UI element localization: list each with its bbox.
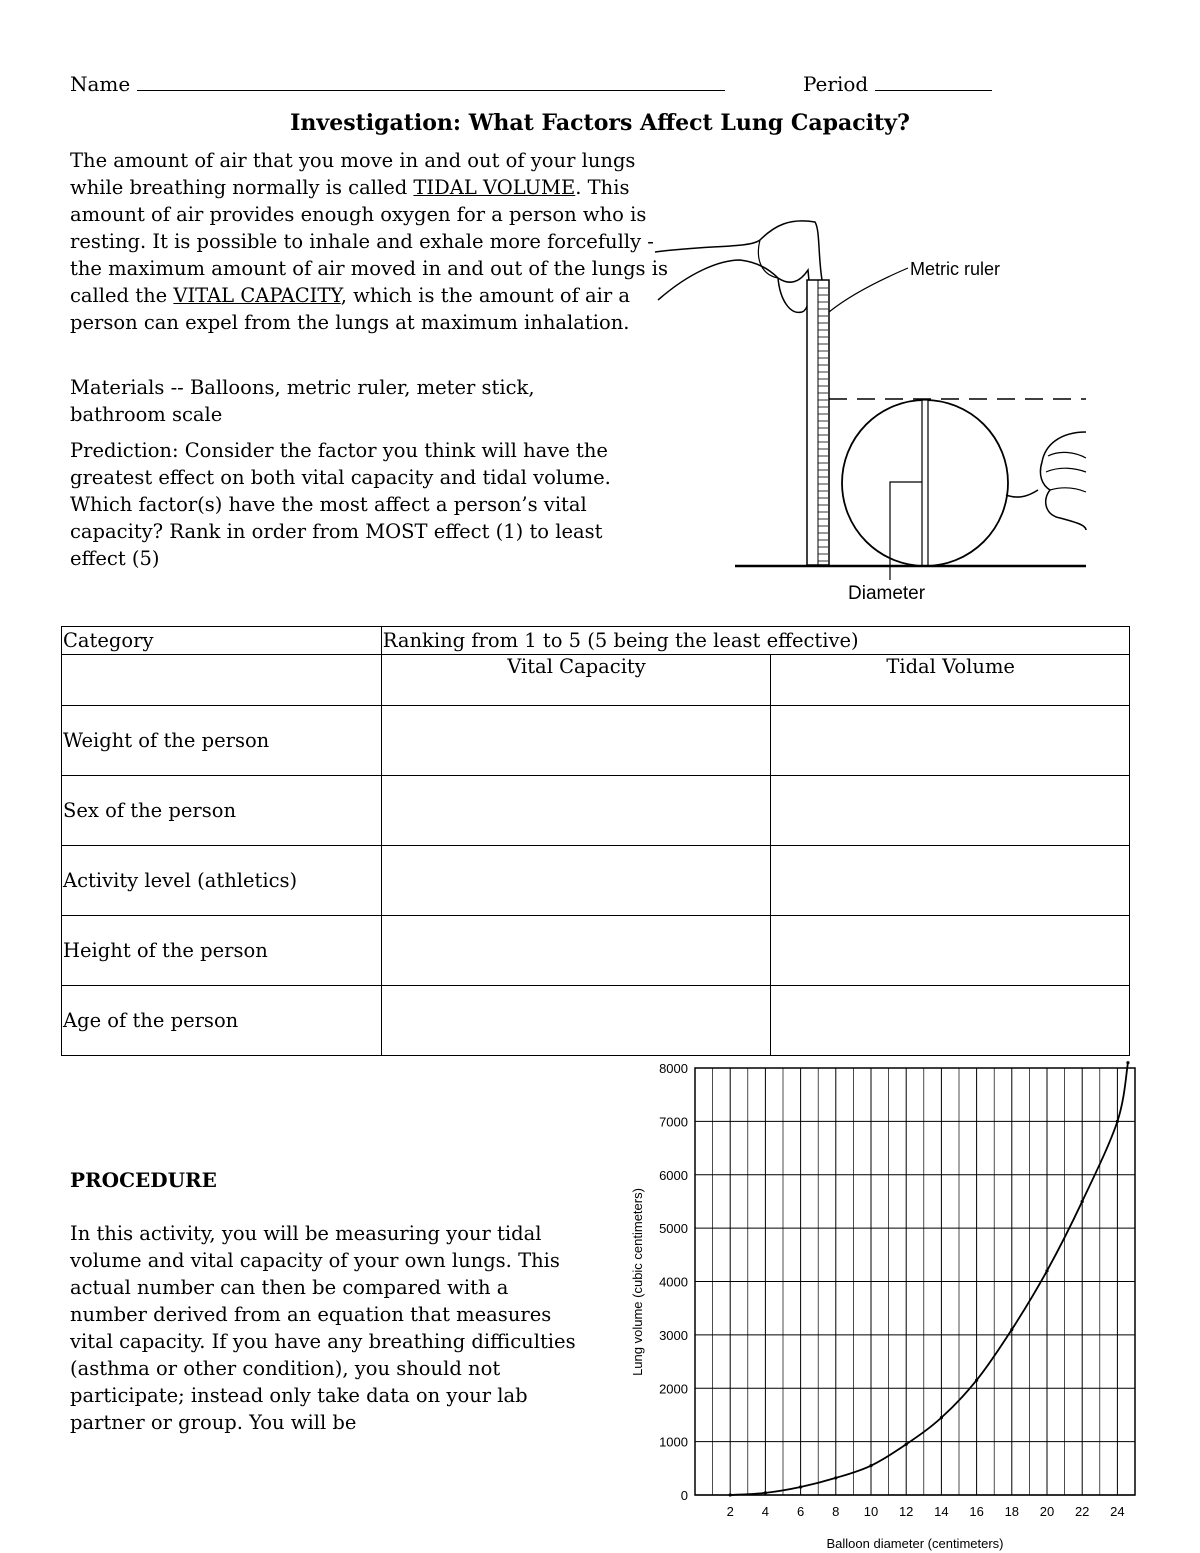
name-label: Name [70,72,131,96]
ranking-table [61,626,1130,1056]
data-point [869,1464,872,1467]
y-tick-label: 2000 [659,1381,688,1397]
data-point [1081,1200,1084,1203]
meter-stick-icon [922,400,928,566]
intro-text-2: . This amount of air provides enough oxygen for a person who is resting. It is possible to inhale and exhale more forcefully - the maximum amount of air moved in and out of the lungs is called the [70,176,669,307]
ranking-header: Ranking from 1 to 5 (5 being the least effective) [381,627,1129,655]
data-point [905,1443,908,1446]
vital-capacity-term: VITAL CAPACITY [173,284,341,307]
y-axis-label: Lung volume (cubic centimeters) [630,1188,645,1376]
procedure-title: PROCEDURE [70,1168,217,1192]
data-points [729,1061,1130,1497]
data-point [1010,1328,1013,1331]
y-tick-label: 0 [680,1488,688,1503]
row-label: Weight of the person [62,706,382,776]
data-point [1045,1269,1048,1272]
intro-text-3: , which is the amount of air a person can expel from the lungs at maximum inhalation. [70,284,631,334]
blank-header-cell [62,655,382,706]
name-blank[interactable] [137,90,725,91]
x-tick-label: 22 [1074,1504,1090,1519]
x-tick-label: 20 [1039,1504,1055,1519]
y-tick-label: 3000 [659,1327,688,1343]
balloon-measurement-figure [650,200,1090,610]
row-label: Sex of the person [62,776,382,846]
x-tick-label: 6 [796,1504,805,1519]
data-point [1116,1120,1119,1123]
diameter-label: Diameter [848,583,926,604]
data-point [834,1476,837,1479]
name-field[interactable] [70,72,725,96]
y-tick-label: 7000 [659,1114,688,1130]
x-tick-label: 24 [1110,1504,1125,1519]
tidal-volume-input[interactable] [771,916,1130,986]
vital-capacity-input[interactable] [381,706,771,776]
data-point [729,1493,732,1496]
tidal-volume-header: Tidal Volume [771,655,1130,706]
data-point [940,1416,943,1419]
left-hand-icon [655,221,822,300]
data-point [975,1379,978,1382]
period-blank[interactable] [875,90,992,91]
metric-ruler-label: Metric ruler [910,259,1001,279]
x-tick-label: 4 [761,1504,770,1519]
x-tick-label: 8 [832,1504,840,1519]
table-row [62,776,1130,846]
x-tick-label: 18 [1004,1504,1020,1519]
x-axis-label: Balloon diameter (centimeters) [826,1536,1004,1551]
row-label: Age of the person [62,986,382,1056]
lung-volume-curve [730,1063,1128,1495]
y-tick-label: 6000 [659,1167,688,1183]
vital-capacity-input[interactable] [381,776,771,846]
intro-text-1: The amount of air that you move in and out of your lungs while breathing normally is called [70,149,636,199]
vital-capacity-input[interactable] [381,916,771,986]
vital-capacity-input[interactable] [381,986,771,1056]
table-row [62,706,1130,776]
y-tick-label: 8000 [659,1061,688,1076]
table-row [62,846,1130,916]
prediction-text: Prediction: Consider the factor you think will have the greatest effect on both vital capacity and tidal volume. Which factor(s) have the most affect a person’s vital capacity? Rank in order from MOST effect (1) to least effect (5) [70,439,611,570]
x-tick-label: 10 [863,1504,879,1519]
tidal-volume-term: TIDAL VOLUME [413,176,576,199]
period-field[interactable] [803,72,992,96]
data-point [764,1491,767,1494]
tidal-volume-input[interactable] [771,986,1130,1056]
materials-text: Materials -- Balloons, metric ruler, meter stick, bathroom scale [70,376,535,426]
data-point [1126,1061,1129,1064]
category-header: Category [62,627,382,655]
period-label: Period [803,72,869,96]
row-label: Activity level (athletics) [62,846,382,916]
right-hand-icon [1040,432,1086,530]
lung-volume-chart [620,1058,1140,1553]
vital-capacity-input[interactable] [381,846,771,916]
row-label: Height of the person [62,916,382,986]
tidal-volume-input[interactable] [771,776,1130,846]
table-row [62,916,1130,986]
x-tick-label: 2 [726,1504,734,1519]
y-tick-label: 5000 [659,1221,688,1237]
tidal-volume-input[interactable] [771,706,1130,776]
x-tick-label: 16 [969,1504,984,1519]
table-row [62,986,1130,1056]
y-tick-label: 1000 [659,1434,688,1450]
data-point [799,1485,802,1488]
x-tick-label: 14 [934,1504,949,1519]
intro-paragraph [70,147,680,336]
vital-capacity-header: Vital Capacity [381,655,771,706]
x-tick-label: 12 [898,1504,914,1519]
page-title: Investigation: What Factors Affect Lung Capacity? [290,110,910,136]
procedure-text: In this activity, you will be measuring your tidal volume and vital capacity of your own lungs. This actual number can then be compared with a number derived from an equation that measures vital capacity. If you have any breathing difficulties (asthma or other condition), you should not participate; instead only take data on your lab partner or group. You will be [70,1222,576,1434]
tidal-volume-input[interactable] [771,846,1130,916]
y-tick-label: 4000 [659,1274,688,1290]
